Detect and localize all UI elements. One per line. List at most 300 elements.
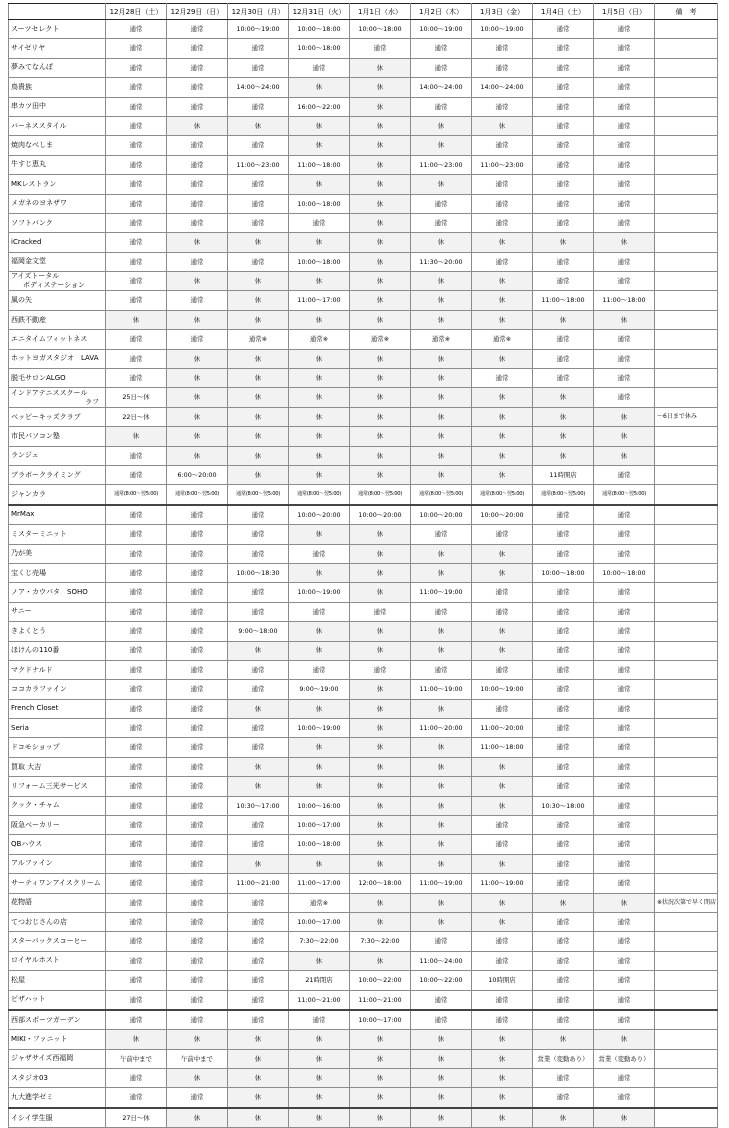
- store-name-cell: [9, 951, 106, 970]
- hours-cell: 休: [228, 233, 289, 252]
- hours-cell: 営業（変動あり）: [594, 1049, 655, 1068]
- store-name: 西鉄不動産: [11, 315, 46, 324]
- hours-cell: 通常: [594, 1069, 655, 1088]
- hours-cell: 通常: [533, 932, 594, 951]
- hours-cell: 7:30～22:00: [289, 932, 350, 951]
- hours-cell: 通常: [228, 136, 289, 155]
- store-name-cell: [9, 427, 106, 446]
- hours-cell: 休: [472, 349, 533, 368]
- hours-cell: 休: [411, 835, 472, 854]
- hours-cell: 通常: [533, 971, 594, 990]
- hours-cell: 11:00～21:00: [228, 874, 289, 893]
- note-cell: [655, 971, 718, 990]
- hours-cell: 休: [411, 369, 472, 388]
- hours-cell: 休: [472, 310, 533, 329]
- hours-cell: 休: [350, 175, 411, 194]
- hours-cell: 休: [289, 427, 350, 446]
- hours-cell: 休: [289, 78, 350, 97]
- hours-cell: 休: [350, 407, 411, 426]
- store-name: MKレストラン: [11, 179, 57, 188]
- note-cell: [655, 738, 718, 757]
- hours-cell: 通常: [533, 738, 594, 757]
- hours-cell: 通常: [106, 97, 167, 116]
- hours-cell: 休: [472, 854, 533, 873]
- hours-cell: 通常: [167, 854, 228, 873]
- hours-cell: 通常: [106, 155, 167, 174]
- hours-cell: 11:00～19:00: [411, 583, 472, 602]
- hours-cell: 通常(8:00～翌5:00): [228, 485, 289, 505]
- hours-cell: 休: [350, 1069, 411, 1088]
- hours-cell: 通常※: [411, 330, 472, 349]
- store-name: ホットヨガスタジオ LAVA: [11, 354, 99, 363]
- hours-cell: 休: [411, 1088, 472, 1108]
- hours-cell: 休: [350, 816, 411, 835]
- hours-cell: 通常: [167, 136, 228, 155]
- date-column-header: 1月2日（木）: [411, 4, 472, 20]
- hours-cell: 通常: [106, 719, 167, 738]
- hours-cell: 通常: [594, 680, 655, 699]
- hours-cell: 10:00～19:00: [472, 680, 533, 699]
- note-cell: [655, 816, 718, 835]
- hours-cell: 通常: [167, 777, 228, 796]
- store-name: アイズトータル: [11, 272, 60, 281]
- store-name: ココカラファイン: [11, 684, 67, 693]
- store-name: 夢みてなんぼ: [11, 63, 53, 72]
- hours-cell: 通常: [167, 719, 228, 738]
- table-row: [9, 1030, 718, 1049]
- hours-cell: 休: [350, 912, 411, 931]
- hours-cell: 休: [106, 427, 167, 446]
- hours-cell: 休: [411, 233, 472, 252]
- hours-cell: 通常: [106, 932, 167, 951]
- hours-cell: 10:00～18:00: [289, 252, 350, 271]
- hours-cell: 休: [472, 544, 533, 563]
- note-cell: [655, 1069, 718, 1088]
- hours-cell: 通常: [533, 602, 594, 621]
- store-name: ピザハット: [11, 995, 46, 1004]
- store-name-cell: [9, 719, 106, 738]
- hours-cell: 通常: [533, 990, 594, 1010]
- hours-cell: 通常: [594, 932, 655, 951]
- table-row: [9, 680, 718, 699]
- store-name-cell: [9, 78, 106, 97]
- hours-cell: 通常: [472, 252, 533, 271]
- hours-cell: 通常: [594, 835, 655, 854]
- note-column-header: 備 考: [655, 4, 718, 20]
- store-name: ロイヤルホスト: [11, 956, 60, 965]
- hours-cell: 通常: [228, 912, 289, 931]
- store-name-cell: [9, 932, 106, 951]
- hours-cell: 通常: [167, 563, 228, 582]
- hours-cell: 休: [167, 349, 228, 368]
- table-row: [9, 777, 718, 796]
- hours-cell: 通常: [472, 525, 533, 544]
- hours-cell: 休: [411, 388, 472, 407]
- store-name: MrMax: [11, 510, 35, 519]
- hours-cell: 通常: [411, 660, 472, 679]
- hours-cell: 通常: [594, 583, 655, 602]
- hours-cell: 通常: [533, 816, 594, 835]
- store-name-cell: [9, 349, 106, 368]
- hours-cell: 休: [472, 563, 533, 582]
- note-cell: [655, 1010, 718, 1030]
- hours-cell: 休: [289, 1088, 350, 1108]
- store-name-cell: [9, 660, 106, 679]
- store-name-cell: [9, 1049, 106, 1068]
- hours-cell: 休: [289, 699, 350, 718]
- table-row: [9, 116, 718, 135]
- hours-cell: 休: [228, 854, 289, 873]
- hours-cell: 通常: [472, 660, 533, 679]
- hours-cell: 通常: [472, 699, 533, 718]
- hours-cell: 通常: [289, 602, 350, 621]
- hours-cell: 休: [472, 757, 533, 776]
- hours-cell: 通常: [594, 252, 655, 271]
- hours-cell: 休: [228, 407, 289, 426]
- hours-cell: 休: [411, 465, 472, 484]
- hours-cell: 通常: [106, 291, 167, 310]
- hours-cell: 通常: [106, 699, 167, 718]
- hours-cell: 通常: [594, 20, 655, 39]
- table-row: [9, 233, 718, 252]
- note-cell: [655, 194, 718, 213]
- note-cell: [655, 602, 718, 621]
- hours-cell: 休: [533, 1108, 594, 1128]
- store-name: サニー: [11, 607, 32, 616]
- hours-cell: 通常(8:00～翌5:00): [167, 485, 228, 505]
- hours-cell: 10:00～20:00: [472, 505, 533, 525]
- table-row: [9, 854, 718, 873]
- header-row: [9, 4, 718, 20]
- table-row: [9, 1088, 718, 1108]
- store-name-cell: [9, 1010, 106, 1030]
- hours-cell: 通常: [350, 39, 411, 58]
- hours-cell: 休: [289, 388, 350, 407]
- hours-cell: 休: [289, 349, 350, 368]
- hours-cell: 通常: [594, 544, 655, 563]
- table-row: [9, 1069, 718, 1088]
- hours-cell: 10:00～18:00: [289, 194, 350, 213]
- hours-cell: 通常: [594, 660, 655, 679]
- hours-cell: 通常: [106, 1088, 167, 1108]
- hours-cell: 通常: [533, 854, 594, 873]
- store-name-cell: [9, 136, 106, 155]
- store-name-cell: [9, 699, 106, 718]
- store-name-cell: [9, 912, 106, 931]
- store-name: バーネススタイル: [11, 121, 67, 130]
- table-row: [9, 291, 718, 310]
- hours-cell: 通常: [228, 1010, 289, 1030]
- note-cell: [655, 1088, 718, 1108]
- hours-cell: 通常: [533, 951, 594, 970]
- hours-cell: 9:00～18:00: [228, 622, 289, 641]
- store-name: サーティワンアイスクリーム: [11, 878, 101, 887]
- hours-cell: 通常: [167, 58, 228, 77]
- note-cell: [655, 97, 718, 116]
- hours-cell: 通常: [106, 175, 167, 194]
- store-name: MIKI・ファニット: [11, 1035, 68, 1043]
- note-cell: [655, 622, 718, 641]
- table-row: [9, 388, 718, 407]
- note-cell: ※状況次第で早く閉店: [655, 893, 718, 912]
- hours-cell: 休: [350, 252, 411, 271]
- store-name-cell: [9, 388, 106, 407]
- hours-cell: 通常: [472, 1010, 533, 1030]
- date-column-header: 1月4日（土）: [533, 4, 594, 20]
- hours-cell: 通常: [228, 97, 289, 116]
- table-row: [9, 407, 718, 426]
- hours-cell: 休: [289, 641, 350, 660]
- note-cell: [655, 699, 718, 718]
- store-name-cell: [9, 233, 106, 252]
- table-row: [9, 485, 718, 505]
- table-row: [9, 583, 718, 602]
- hours-cell: 通常※: [472, 330, 533, 349]
- store-column-header: [9, 4, 106, 20]
- hours-cell: 通常(8:00～翌5:00): [472, 485, 533, 505]
- hours-cell: 11:00～20:00: [472, 719, 533, 738]
- store-name: ランジュ: [11, 451, 39, 460]
- hours-cell: 休: [289, 1030, 350, 1049]
- hours-cell: 11:00～17:00: [289, 874, 350, 893]
- table-row: [9, 699, 718, 718]
- store-name-cell: [9, 816, 106, 835]
- note-cell: [655, 485, 718, 505]
- hours-cell: 通常: [350, 602, 411, 621]
- hours-cell: 休: [350, 951, 411, 970]
- hours-cell: 休: [472, 796, 533, 815]
- hours-cell: 通常: [411, 97, 472, 116]
- note-cell: [655, 1030, 718, 1049]
- hours-cell: 通常: [594, 349, 655, 368]
- hours-cell: 通常: [106, 583, 167, 602]
- hours-cell: 休: [350, 719, 411, 738]
- store-name-cell: [9, 757, 106, 776]
- hours-cell: 休: [289, 777, 350, 796]
- store-name: Seria: [11, 723, 29, 732]
- hours-cell: 通常: [106, 777, 167, 796]
- hours-cell: 休: [350, 641, 411, 660]
- hours-cell: 14:00～24:00: [472, 78, 533, 97]
- hours-cell: 休: [289, 310, 350, 329]
- hours-cell: 休: [289, 563, 350, 582]
- hours-cell: 休: [167, 116, 228, 135]
- table-row: [9, 641, 718, 660]
- store-name: 福岡金文堂: [11, 257, 46, 266]
- store-name: 牛すじ恵丸: [11, 160, 46, 169]
- hours-cell: 休: [594, 446, 655, 465]
- hours-cell: 休: [411, 796, 472, 815]
- hours-cell: 10:00～16:00: [289, 796, 350, 815]
- hours-cell: 休: [350, 310, 411, 329]
- hours-cell: 休: [167, 427, 228, 446]
- store-name-cell: [9, 58, 106, 77]
- store-name-cell: [9, 97, 106, 116]
- store-name-cell: [9, 213, 106, 232]
- hours-cell: 休: [228, 777, 289, 796]
- hours-cell: 通常: [167, 757, 228, 776]
- hours-cell: 通常: [533, 680, 594, 699]
- hours-cell: 通常: [472, 97, 533, 116]
- table-row: [9, 990, 718, 1010]
- hours-cell: 通常: [106, 738, 167, 757]
- hours-cell: 通常: [594, 525, 655, 544]
- hours-cell: 休: [411, 1069, 472, 1088]
- hours-cell: 休: [350, 78, 411, 97]
- store-name-cell: [9, 602, 106, 621]
- hours-cell: 休: [228, 388, 289, 407]
- hours-cell: 通常: [289, 544, 350, 563]
- table-row: [9, 622, 718, 641]
- hours-cell: 休: [411, 738, 472, 757]
- note-cell: [655, 39, 718, 58]
- hours-cell: 通常: [167, 680, 228, 699]
- hours-cell: 通常: [106, 136, 167, 155]
- hours-cell: 休: [533, 427, 594, 446]
- hours-cell: 11:00～21:00: [289, 990, 350, 1010]
- store-name-cell: [9, 272, 106, 291]
- hours-cell: 通常: [167, 699, 228, 718]
- hours-cell: 通常: [594, 39, 655, 58]
- hours-cell: 休: [472, 893, 533, 912]
- hours-cell: 11:00～21:00: [350, 990, 411, 1010]
- hours-cell: 休: [350, 369, 411, 388]
- hours-cell: 通常: [594, 971, 655, 990]
- hours-cell: 6:00～20:00: [167, 465, 228, 484]
- hours-cell: 休: [472, 388, 533, 407]
- table-row: [9, 816, 718, 835]
- store-name: 宝くじ売場: [11, 568, 46, 577]
- hours-cell: 通常: [594, 369, 655, 388]
- hours-cell: 11:00～19:00: [472, 874, 533, 893]
- table-row: [9, 349, 718, 368]
- hours-cell: 10:00～19:00: [289, 583, 350, 602]
- hours-cell: 通常: [106, 971, 167, 990]
- hours-cell: 休: [533, 310, 594, 329]
- hours-cell: 休: [350, 622, 411, 641]
- hours-cell: 通常: [533, 136, 594, 155]
- hours-cell: 休: [228, 465, 289, 484]
- hours-cell: 通常: [106, 349, 167, 368]
- hours-cell: 通常: [167, 155, 228, 174]
- table-body: [9, 20, 718, 1128]
- hours-cell: 休: [167, 446, 228, 465]
- hours-cell: 通常: [228, 680, 289, 699]
- hours-cell: 通常: [167, 544, 228, 563]
- hours-cell: 休: [350, 680, 411, 699]
- note-cell: [655, 58, 718, 77]
- hours-cell: 休: [350, 136, 411, 155]
- hours-cell: 通常: [594, 796, 655, 815]
- hours-cell: 通常: [106, 544, 167, 563]
- hours-cell: 通常: [472, 990, 533, 1010]
- table-row: [9, 951, 718, 970]
- table-row: [9, 213, 718, 232]
- store-name-cell: [9, 971, 106, 990]
- hours-cell: 10:00～17:00: [289, 912, 350, 931]
- note-cell: [655, 874, 718, 893]
- note-cell: [655, 252, 718, 271]
- store-name: きよくとう: [11, 626, 46, 635]
- hours-cell: 通常: [228, 544, 289, 563]
- hours-cell: 通常: [411, 213, 472, 232]
- hours-cell: 通常: [167, 1010, 228, 1030]
- hours-cell: 通常: [167, 622, 228, 641]
- hours-cell: 9:00～19:00: [289, 680, 350, 699]
- store-name: 花物語: [11, 898, 32, 907]
- holiday-hours-table: [8, 3, 718, 1128]
- hours-cell: 通常: [472, 175, 533, 194]
- hours-cell: 通常: [106, 505, 167, 525]
- hours-cell: 休: [228, 310, 289, 329]
- table-row: [9, 835, 718, 854]
- note-cell: [655, 525, 718, 544]
- table-row: [9, 1049, 718, 1068]
- store-name: スターバックスコーヒー: [11, 937, 88, 946]
- hours-cell: 休: [411, 893, 472, 912]
- note-cell: [655, 951, 718, 970]
- hours-cell: 通常: [106, 563, 167, 582]
- hours-cell: 14:00～24:00: [411, 78, 472, 97]
- hours-cell: 通常: [106, 20, 167, 39]
- hours-cell: 通常: [167, 951, 228, 970]
- hours-cell: 通常: [533, 544, 594, 563]
- note-cell: [655, 78, 718, 97]
- hours-cell: 通常: [350, 660, 411, 679]
- hours-cell: 通常(8:00～翌5:00): [533, 485, 594, 505]
- store-name: iCracked: [11, 237, 42, 246]
- table-row: [9, 427, 718, 446]
- hours-cell: 通常: [167, 583, 228, 602]
- store-name: スーツセレクト: [11, 24, 60, 33]
- store-name-line2: ラフ: [85, 397, 99, 406]
- hours-cell: 休: [594, 893, 655, 912]
- hours-cell: 通常: [228, 835, 289, 854]
- hours-cell: 休: [472, 622, 533, 641]
- hours-cell: 通常: [594, 738, 655, 757]
- hours-cell: 休: [228, 1030, 289, 1049]
- table-row: [9, 544, 718, 563]
- hours-cell: 通常: [106, 854, 167, 873]
- hours-cell: 7:30～22:00: [350, 932, 411, 951]
- hours-cell: 休: [411, 699, 472, 718]
- hours-cell: 通常※: [228, 330, 289, 349]
- hours-cell: 通常: [594, 97, 655, 116]
- table-row: [9, 330, 718, 349]
- hours-cell: 通常: [228, 660, 289, 679]
- hours-cell: 通常: [533, 155, 594, 174]
- hours-cell: 通常: [472, 194, 533, 213]
- date-column-header: 12月30日（月）: [228, 4, 289, 20]
- hours-cell: 通常: [167, 330, 228, 349]
- store-name-cell: [9, 407, 106, 426]
- hours-cell: 通常: [289, 660, 350, 679]
- hours-cell: 午前中まで: [167, 1049, 228, 1068]
- hours-cell: 14:00～24:00: [228, 78, 289, 97]
- table-row: [9, 874, 718, 893]
- table-row: [9, 310, 718, 329]
- hours-cell: 休: [472, 1088, 533, 1108]
- hours-cell: 通常: [472, 583, 533, 602]
- hours-cell: 休: [228, 427, 289, 446]
- hours-cell: 11:00～23:00: [228, 155, 289, 174]
- store-name-cell: [9, 854, 106, 873]
- hours-cell: 休: [350, 446, 411, 465]
- table-row: [9, 796, 718, 815]
- store-name-cell: [9, 1030, 106, 1049]
- hours-cell: 10:00～17:00: [289, 816, 350, 835]
- hours-cell: 通常: [167, 525, 228, 544]
